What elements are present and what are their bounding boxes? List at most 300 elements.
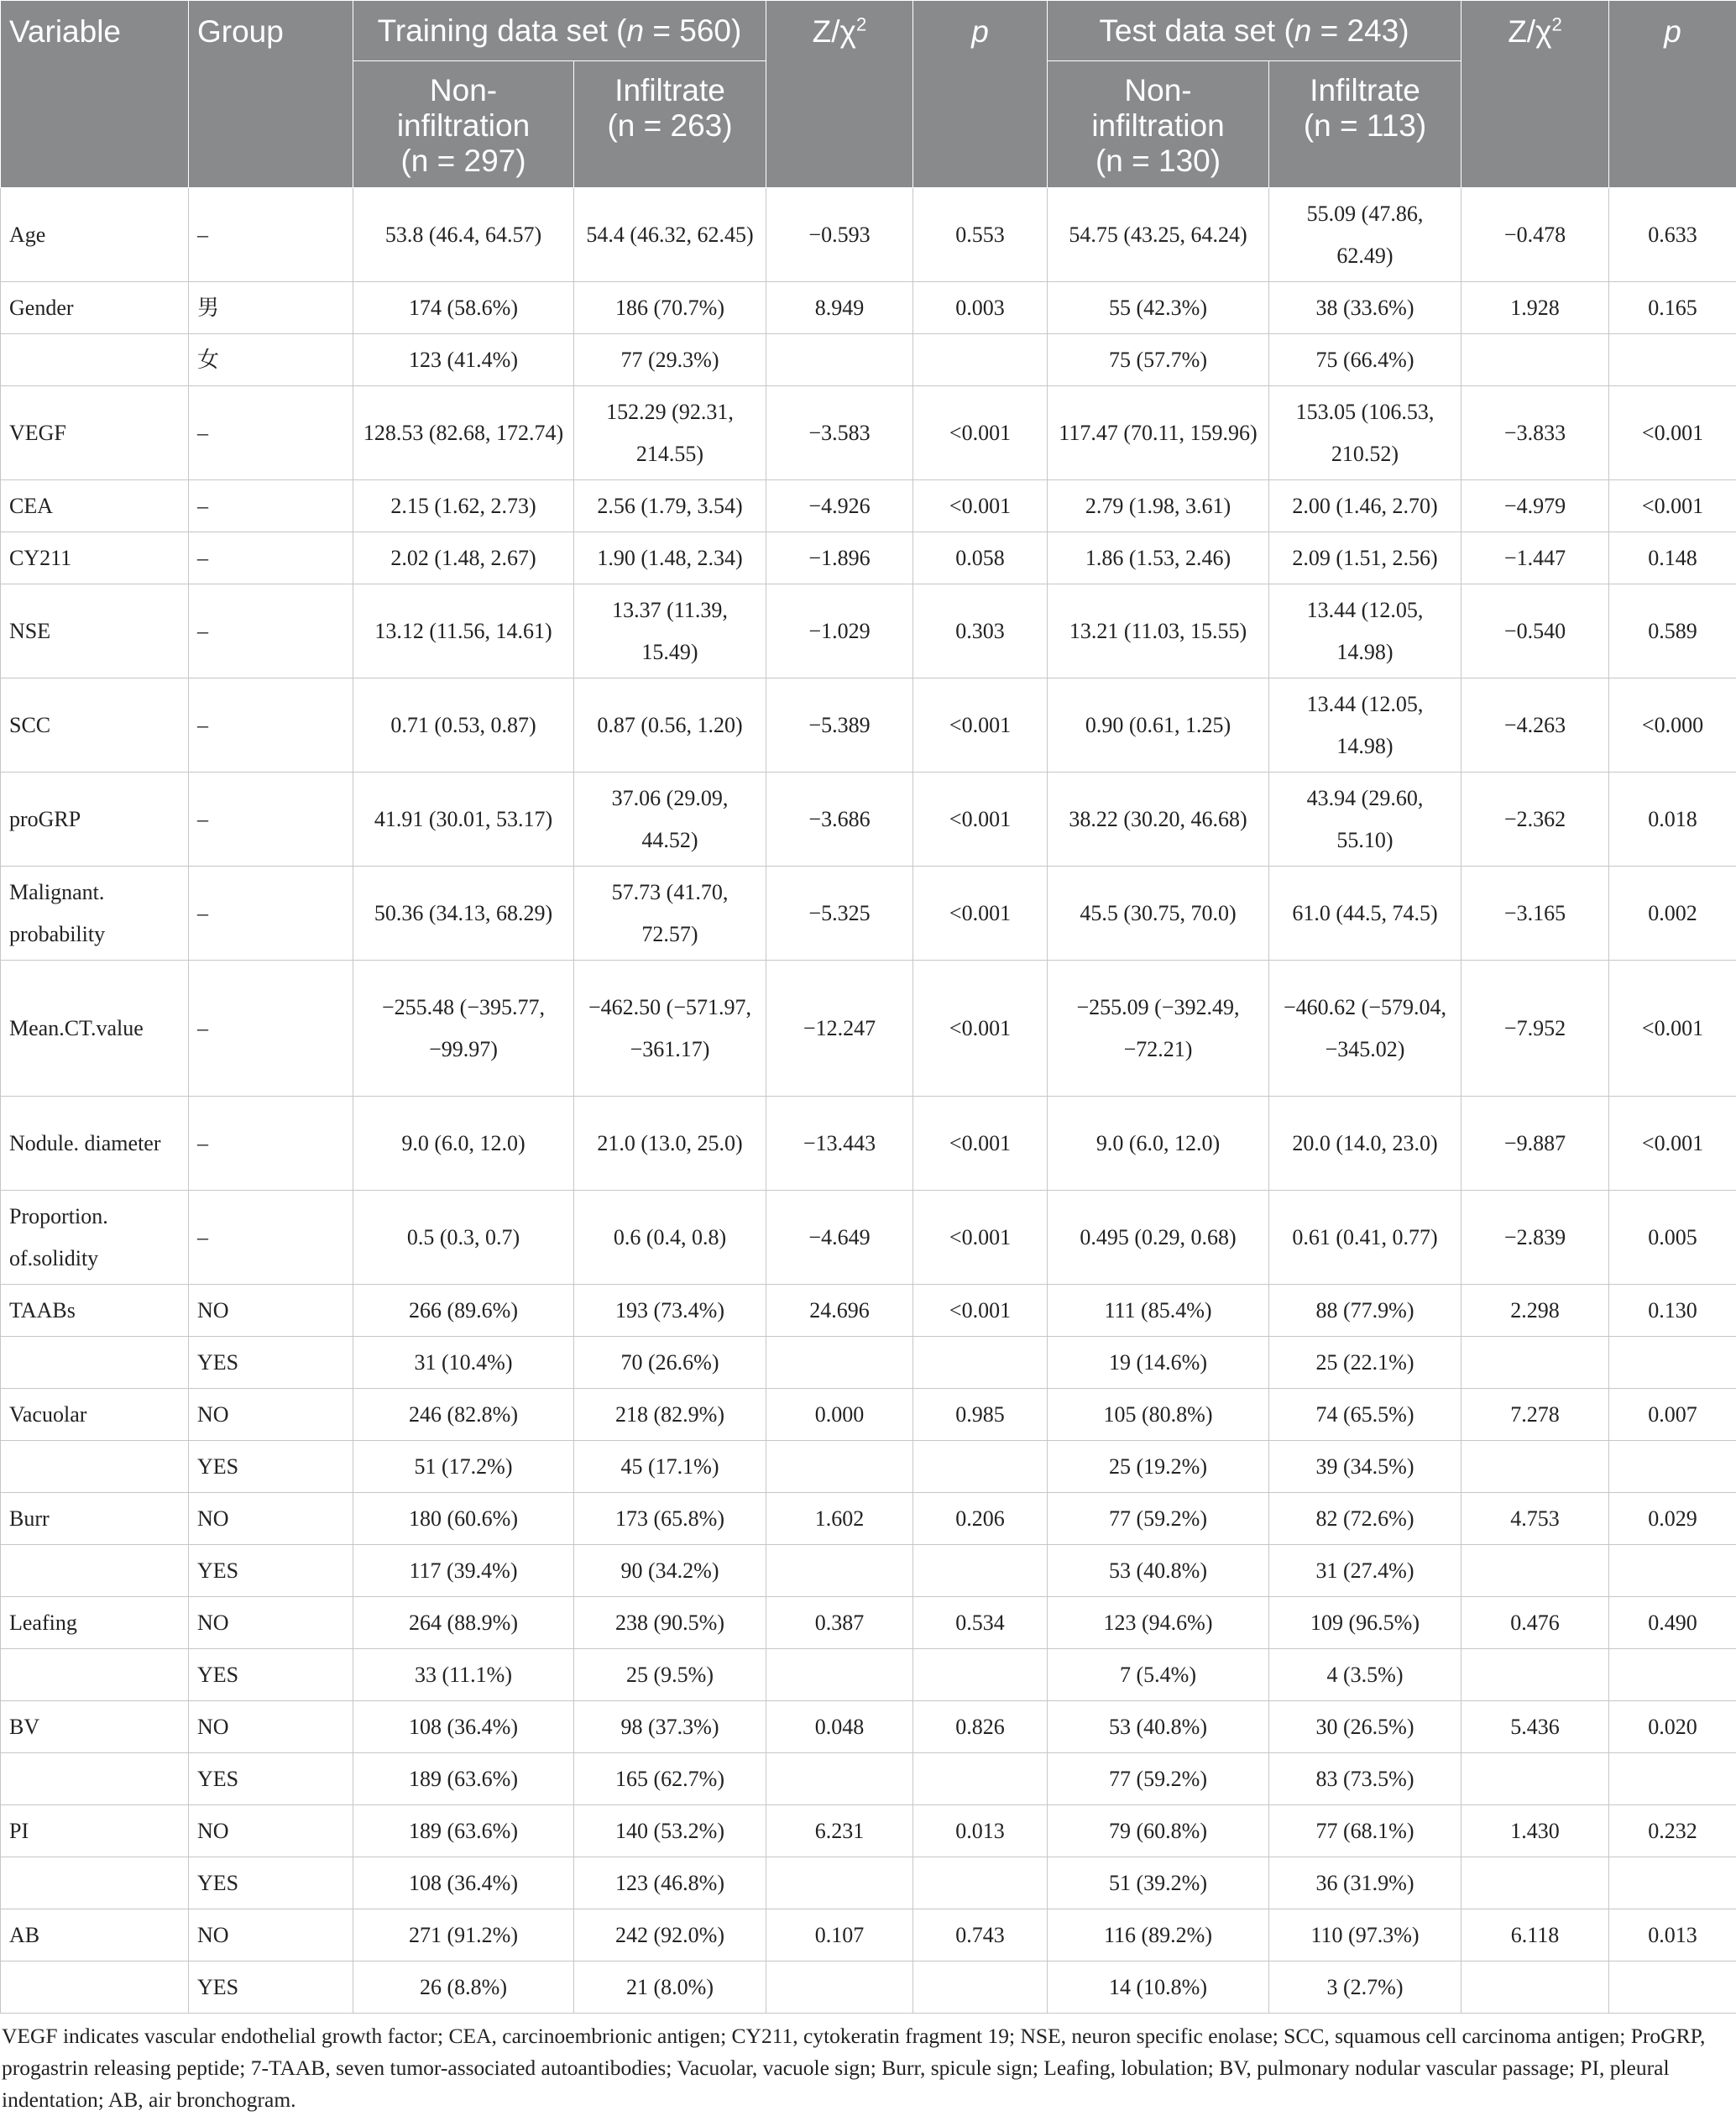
cell-test-p: 0.013	[1609, 1909, 1736, 1961]
cell-test-infiltrate: 55.09 (47.86, 62.49)	[1269, 188, 1461, 282]
table-footnote: VEGF indicates vascular endothelial growth factor; CEA, carcinoembrionic antigen; CY211, cytokeratin fragment 19; NSE, neuron specific enolase; SCC, squamous cell carcinoma antigen; ProGRP, progastrin releasing peptide; 7-TAAB, seven tumor-associated autoantibodies; Vacuolar, vacuole sign; Burr, spicule sign; Leafing, lobulation; BV, pulmonary nodular vascular passage; PI, pleural indentation; AB, air bronchogram.	[0, 2014, 1733, 2116]
table-row	[1, 678, 1736, 773]
table-row	[1, 1337, 1736, 1389]
table-row	[1, 1701, 1736, 1753]
cell-train-stat: −4.649	[766, 1191, 913, 1285]
cell-train-p: <0.001	[913, 480, 1048, 532]
cell-variable: proGRP	[1, 773, 189, 867]
cell-train-infiltrate: 238 (90.5%)	[574, 1597, 766, 1649]
cell-test-stat: −2.362	[1461, 773, 1609, 867]
cell-test-infiltrate: 110 (97.3%)	[1269, 1909, 1461, 1961]
cell-test-infiltrate: 61.0 (44.5, 74.5)	[1269, 867, 1461, 961]
cell-test-non-infiltration: 117.47 (70.11, 159.96)	[1048, 386, 1269, 480]
header-training-p: p	[913, 1, 1048, 188]
cell-train-stat: 8.949	[766, 282, 913, 334]
header-group: Group	[189, 1, 353, 188]
header-test-non-infiltration: Non- infiltration (n = 130)	[1048, 61, 1269, 188]
cell-train-p: <0.001	[913, 773, 1048, 867]
cell-train-p: <0.001	[913, 1191, 1048, 1285]
cell-test-infiltrate: 75 (66.4%)	[1269, 334, 1461, 386]
cell-test-infiltrate: 31 (27.4%)	[1269, 1545, 1461, 1597]
cell-train-p	[913, 1753, 1048, 1805]
cell-test-p	[1609, 1961, 1736, 2014]
cell-variable	[1, 1857, 189, 1909]
cell-test-infiltrate: 39 (34.5%)	[1269, 1441, 1461, 1493]
cell-test-stat	[1461, 1337, 1609, 1389]
cell-test-non-infiltration: 54.75 (43.25, 64.24)	[1048, 188, 1269, 282]
cell-train-stat: 0.387	[766, 1597, 913, 1649]
cell-test-stat: −9.887	[1461, 1097, 1609, 1191]
cell-test-non-infiltration: 9.0 (6.0, 12.0)	[1048, 1097, 1269, 1191]
cell-test-infiltrate: 77 (68.1%)	[1269, 1805, 1461, 1857]
cell-test-non-infiltration: 13.21 (11.03, 15.55)	[1048, 584, 1269, 678]
cell-train-p	[913, 334, 1048, 386]
cell-train-stat: 6.231	[766, 1805, 913, 1857]
cell-test-non-infiltration: 53 (40.8%)	[1048, 1701, 1269, 1753]
cell-group: –	[189, 678, 353, 773]
cell-test-stat	[1461, 1441, 1609, 1493]
cell-train-infiltrate: 54.4 (46.32, 62.45)	[574, 188, 766, 282]
cell-group: YES	[189, 1753, 353, 1805]
cell-train-stat	[766, 1337, 913, 1389]
cell-test-non-infiltration: 77 (59.2%)	[1048, 1753, 1269, 1805]
table-row	[1, 773, 1736, 867]
table-row	[1, 480, 1736, 532]
cell-train-p	[913, 1441, 1048, 1493]
cell-train-infiltrate: 152.29 (92.31, 214.55)	[574, 386, 766, 480]
cell-test-non-infiltration: 0.495 (0.29, 0.68)	[1048, 1191, 1269, 1285]
table-row	[1, 1597, 1736, 1649]
table-row	[1, 584, 1736, 678]
cell-test-stat: −0.540	[1461, 584, 1609, 678]
cell-train-infiltrate: 218 (82.9%)	[574, 1389, 766, 1441]
cell-train-p: 0.553	[913, 188, 1048, 282]
cell-test-stat	[1461, 1857, 1609, 1909]
cell-variable: TAABs	[1, 1285, 189, 1337]
cell-variable: NSE	[1, 584, 189, 678]
cell-train-infiltrate: 70 (26.6%)	[574, 1337, 766, 1389]
cell-train-non-infiltration: 2.02 (1.48, 2.67)	[353, 532, 574, 584]
cell-test-infiltrate: 0.61 (0.41, 0.77)	[1269, 1191, 1461, 1285]
cell-test-infiltrate: 38 (33.6%)	[1269, 282, 1461, 334]
cell-variable: Proportion. of.solidity	[1, 1191, 189, 1285]
cell-test-infiltrate: 74 (65.5%)	[1269, 1389, 1461, 1441]
cell-group: NO	[189, 1597, 353, 1649]
cell-train-non-infiltration: 50.36 (34.13, 68.29)	[353, 867, 574, 961]
cell-train-p: <0.001	[913, 386, 1048, 480]
cell-test-stat: −3.165	[1461, 867, 1609, 961]
cell-test-p: <0.001	[1609, 386, 1736, 480]
cell-test-p: 0.633	[1609, 188, 1736, 282]
cell-train-p: 0.985	[913, 1389, 1048, 1441]
cell-variable: VEGF	[1, 386, 189, 480]
cell-group: –	[189, 1191, 353, 1285]
cell-test-p	[1609, 1753, 1736, 1805]
cell-train-p: 0.826	[913, 1701, 1048, 1753]
cell-train-p	[913, 1649, 1048, 1701]
table-row	[1, 961, 1736, 1097]
cell-train-non-infiltration: 271 (91.2%)	[353, 1909, 574, 1961]
cell-group: NO	[189, 1805, 353, 1857]
header-variable: Variable	[1, 1, 189, 188]
cell-test-non-infiltration: 38.22 (30.20, 46.68)	[1048, 773, 1269, 867]
cell-test-p	[1609, 334, 1736, 386]
cell-train-non-infiltration: 180 (60.6%)	[353, 1493, 574, 1545]
cell-train-p	[913, 1337, 1048, 1389]
table-row	[1, 1805, 1736, 1857]
cell-train-non-infiltration: 0.71 (0.53, 0.87)	[353, 678, 574, 773]
cell-test-non-infiltration: 14 (10.8%)	[1048, 1961, 1269, 2014]
table-row	[1, 334, 1736, 386]
cell-test-infiltrate: 2.09 (1.51, 2.56)	[1269, 532, 1461, 584]
cell-train-infiltrate: 173 (65.8%)	[574, 1493, 766, 1545]
cell-variable: Burr	[1, 1493, 189, 1545]
cell-test-p: 0.018	[1609, 773, 1736, 867]
cell-train-p: <0.001	[913, 1097, 1048, 1191]
cell-test-stat	[1461, 1545, 1609, 1597]
table-row	[1, 386, 1736, 480]
cell-test-stat: −7.952	[1461, 961, 1609, 1097]
table-row	[1, 1545, 1736, 1597]
cell-variable	[1, 1649, 189, 1701]
cell-train-stat	[766, 1441, 913, 1493]
cell-train-non-infiltration: 33 (11.1%)	[353, 1649, 574, 1701]
cell-test-non-infiltration: 116 (89.2%)	[1048, 1909, 1269, 1961]
cell-train-stat: −12.247	[766, 961, 913, 1097]
cell-train-infiltrate: 98 (37.3%)	[574, 1701, 766, 1753]
cell-train-stat	[766, 1753, 913, 1805]
cell-variable: BV	[1, 1701, 189, 1753]
cell-test-non-infiltration: 55 (42.3%)	[1048, 282, 1269, 334]
cell-train-non-infiltration: 2.15 (1.62, 2.73)	[353, 480, 574, 532]
cell-train-stat: −3.686	[766, 773, 913, 867]
cell-variable: Nodule. diameter	[1, 1097, 189, 1191]
cell-test-infiltrate: 36 (31.9%)	[1269, 1857, 1461, 1909]
cell-train-p: <0.001	[913, 1285, 1048, 1337]
cell-train-infiltrate: 193 (73.4%)	[574, 1285, 766, 1337]
cell-variable	[1, 1441, 189, 1493]
cell-train-stat: −1.896	[766, 532, 913, 584]
cell-train-stat	[766, 1857, 913, 1909]
table-row	[1, 867, 1736, 961]
cell-train-infiltrate: 123 (46.8%)	[574, 1857, 766, 1909]
cell-train-non-infiltration: −255.48 (−395.77, −99.97)	[353, 961, 574, 1097]
cell-test-stat: −4.263	[1461, 678, 1609, 773]
table-header	[1, 1, 1736, 188]
cell-group: –	[189, 773, 353, 867]
cell-train-non-infiltration: 26 (8.8%)	[353, 1961, 574, 2014]
cell-test-p	[1609, 1857, 1736, 1909]
cell-train-non-infiltration: 246 (82.8%)	[353, 1389, 574, 1441]
header-test-set: Test data set (n = 243)	[1048, 1, 1461, 61]
cell-variable: Age	[1, 188, 189, 282]
cell-train-infiltrate: 0.6 (0.4, 0.8)	[574, 1191, 766, 1285]
cell-train-non-infiltration: 108 (36.4%)	[353, 1857, 574, 1909]
cell-train-infiltrate: 0.87 (0.56, 1.20)	[574, 678, 766, 773]
cell-train-non-infiltration: 0.5 (0.3, 0.7)	[353, 1191, 574, 1285]
table-row	[1, 1389, 1736, 1441]
cell-train-stat	[766, 1961, 913, 2014]
cell-variable: Mean.CT.value	[1, 961, 189, 1097]
table-row	[1, 1493, 1736, 1545]
cell-test-infiltrate: 20.0 (14.0, 23.0)	[1269, 1097, 1461, 1191]
cell-train-p: 0.003	[913, 282, 1048, 334]
header-test-p: p	[1609, 1, 1736, 188]
cell-train-p: 0.303	[913, 584, 1048, 678]
cell-train-p	[913, 1545, 1048, 1597]
cell-group: NO	[189, 1285, 353, 1337]
cell-train-stat: 0.048	[766, 1701, 913, 1753]
cell-test-infiltrate: 109 (96.5%)	[1269, 1597, 1461, 1649]
cell-test-infiltrate: 88 (77.9%)	[1269, 1285, 1461, 1337]
cell-train-non-infiltration: 117 (39.4%)	[353, 1545, 574, 1597]
cell-test-p: 0.130	[1609, 1285, 1736, 1337]
cell-test-infiltrate: 30 (26.5%)	[1269, 1701, 1461, 1753]
cell-test-stat	[1461, 334, 1609, 386]
cell-test-stat	[1461, 1753, 1609, 1805]
cell-train-p: <0.001	[913, 678, 1048, 773]
cell-train-stat: 0.107	[766, 1909, 913, 1961]
cell-test-non-infiltration: 51 (39.2%)	[1048, 1857, 1269, 1909]
header-test-stat: $Z/\chi^2$	[1461, 1, 1609, 188]
cell-variable: SCC	[1, 678, 189, 773]
cell-train-non-infiltration: 189 (63.6%)	[353, 1805, 574, 1857]
cell-variable: Gender	[1, 282, 189, 334]
cell-test-stat: 1.928	[1461, 282, 1609, 334]
cell-test-p: 0.007	[1609, 1389, 1736, 1441]
cell-train-infiltrate: 13.37 (11.39, 15.49)	[574, 584, 766, 678]
cell-train-stat	[766, 1649, 913, 1701]
cell-test-p: <0.001	[1609, 961, 1736, 1097]
cell-test-stat: 6.118	[1461, 1909, 1609, 1961]
cell-train-stat: −1.029	[766, 584, 913, 678]
cell-test-p: 0.002	[1609, 867, 1736, 961]
table-row	[1, 1097, 1736, 1191]
cell-test-infiltrate: 13.44 (12.05, 14.98)	[1269, 678, 1461, 773]
cell-train-non-infiltration: 189 (63.6%)	[353, 1753, 574, 1805]
table-row	[1, 1857, 1736, 1909]
cell-test-stat: −3.833	[1461, 386, 1609, 480]
cell-train-non-infiltration: 51 (17.2%)	[353, 1441, 574, 1493]
cell-test-non-infiltration: 45.5 (30.75, 70.0)	[1048, 867, 1269, 961]
cell-test-infiltrate: 2.00 (1.46, 2.70)	[1269, 480, 1461, 532]
cell-train-non-infiltration: 31 (10.4%)	[353, 1337, 574, 1389]
cell-group: –	[189, 480, 353, 532]
cell-test-p: 0.490	[1609, 1597, 1736, 1649]
cell-group: –	[189, 386, 353, 480]
cell-train-non-infiltration: 108 (36.4%)	[353, 1701, 574, 1753]
cell-test-stat: −0.478	[1461, 188, 1609, 282]
cell-train-p	[913, 1961, 1048, 2014]
cell-test-non-infiltration: 75 (57.7%)	[1048, 334, 1269, 386]
cell-variable: Leafing	[1, 1597, 189, 1649]
cell-train-infiltrate: 2.56 (1.79, 3.54)	[574, 480, 766, 532]
cell-test-infiltrate: 13.44 (12.05, 14.98)	[1269, 584, 1461, 678]
cell-variable	[1, 1961, 189, 2014]
cell-test-non-infiltration: 2.79 (1.98, 3.61)	[1048, 480, 1269, 532]
cell-variable	[1, 1545, 189, 1597]
cell-test-p	[1609, 1649, 1736, 1701]
cell-train-p: 0.013	[913, 1805, 1048, 1857]
cell-variable	[1, 334, 189, 386]
table-row	[1, 1753, 1736, 1805]
cell-test-stat: 4.753	[1461, 1493, 1609, 1545]
cell-group: YES	[189, 1961, 353, 2014]
cell-test-p: <0.001	[1609, 480, 1736, 532]
cell-group: –	[189, 1097, 353, 1191]
cell-test-infiltrate: 25 (22.1%)	[1269, 1337, 1461, 1389]
cell-test-stat: 2.298	[1461, 1285, 1609, 1337]
cell-train-p	[913, 1857, 1048, 1909]
header-training-stat: $Z/\chi^2$	[766, 1, 913, 188]
cell-train-stat: 24.696	[766, 1285, 913, 1337]
cell-test-infiltrate: 83 (73.5%)	[1269, 1753, 1461, 1805]
cell-test-non-infiltration: 0.90 (0.61, 1.25)	[1048, 678, 1269, 773]
cell-variable: Malignant. probability	[1, 867, 189, 961]
table-row	[1, 1191, 1736, 1285]
cell-train-stat: −5.325	[766, 867, 913, 961]
cell-group: –	[189, 584, 353, 678]
cell-train-p: 0.206	[913, 1493, 1048, 1545]
cell-variable	[1, 1337, 189, 1389]
cell-train-infiltrate: 37.06 (29.09, 44.52)	[574, 773, 766, 867]
cell-group: 女	[189, 334, 353, 386]
cell-train-infiltrate: 1.90 (1.48, 2.34)	[574, 532, 766, 584]
cell-test-non-infiltration: 25 (19.2%)	[1048, 1441, 1269, 1493]
cell-group: NO	[189, 1909, 353, 1961]
table-row	[1, 188, 1736, 282]
table-row	[1, 1649, 1736, 1701]
cell-test-stat: −4.979	[1461, 480, 1609, 532]
cell-train-stat: 0.000	[766, 1389, 913, 1441]
cell-train-stat: −13.443	[766, 1097, 913, 1191]
cell-train-infiltrate: 165 (62.7%)	[574, 1753, 766, 1805]
cell-train-stat	[766, 334, 913, 386]
cell-test-infiltrate: 82 (72.6%)	[1269, 1493, 1461, 1545]
cell-test-p	[1609, 1337, 1736, 1389]
cell-train-non-infiltration: 123 (41.4%)	[353, 334, 574, 386]
cell-test-infiltrate: 43.94 (29.60, 55.10)	[1269, 773, 1461, 867]
header-train-non-infiltration: Non- infiltration (n = 297)	[353, 61, 574, 188]
cell-test-non-infiltration: 53 (40.8%)	[1048, 1545, 1269, 1597]
cell-group: NO	[189, 1701, 353, 1753]
cell-group: YES	[189, 1337, 353, 1389]
cell-test-p: 0.020	[1609, 1701, 1736, 1753]
cell-group: YES	[189, 1857, 353, 1909]
cell-test-infiltrate: 4 (3.5%)	[1269, 1649, 1461, 1701]
cell-test-infiltrate: 153.05 (106.53, 210.52)	[1269, 386, 1461, 480]
cell-train-infiltrate: 140 (53.2%)	[574, 1805, 766, 1857]
header-test-infiltrate: Infiltrate (n = 113)	[1269, 61, 1461, 188]
cell-group: –	[189, 867, 353, 961]
table-row	[1, 1909, 1736, 1961]
cell-group: YES	[189, 1545, 353, 1597]
cell-test-stat	[1461, 1649, 1609, 1701]
cell-train-infiltrate: 77 (29.3%)	[574, 334, 766, 386]
cell-group: YES	[189, 1441, 353, 1493]
cell-train-p: 0.058	[913, 532, 1048, 584]
table-row	[1, 1441, 1736, 1493]
cell-train-non-infiltration: 266 (89.6%)	[353, 1285, 574, 1337]
cell-train-infiltrate: 90 (34.2%)	[574, 1545, 766, 1597]
cell-test-non-infiltration: 19 (14.6%)	[1048, 1337, 1269, 1389]
cell-test-stat: 7.278	[1461, 1389, 1609, 1441]
cell-train-stat: 1.602	[766, 1493, 913, 1545]
table-row	[1, 1961, 1736, 2014]
cell-group: YES	[189, 1649, 353, 1701]
cell-test-p: <0.001	[1609, 1097, 1736, 1191]
cell-train-stat: −5.389	[766, 678, 913, 773]
cell-test-stat: −2.839	[1461, 1191, 1609, 1285]
cell-group: NO	[189, 1493, 353, 1545]
cell-group: –	[189, 188, 353, 282]
table-row	[1, 282, 1736, 334]
cell-test-p	[1609, 1545, 1736, 1597]
cell-train-non-infiltration: 128.53 (82.68, 172.74)	[353, 386, 574, 480]
cell-test-non-infiltration: 77 (59.2%)	[1048, 1493, 1269, 1545]
cell-test-stat: 5.436	[1461, 1701, 1609, 1753]
cell-variable: Vacuolar	[1, 1389, 189, 1441]
cell-train-non-infiltration: 174 (58.6%)	[353, 282, 574, 334]
header-train-infiltrate: Infiltrate (n = 263)	[574, 61, 766, 188]
cell-train-non-infiltration: 9.0 (6.0, 12.0)	[353, 1097, 574, 1191]
table-body	[1, 188, 1736, 2014]
cell-variable	[1, 1753, 189, 1805]
cell-train-p: <0.001	[913, 961, 1048, 1097]
table-row	[1, 1285, 1736, 1337]
cell-train-stat: −4.926	[766, 480, 913, 532]
cell-variable: CY211	[1, 532, 189, 584]
cell-group: NO	[189, 1389, 353, 1441]
cell-train-non-infiltration: 264 (88.9%)	[353, 1597, 574, 1649]
cell-test-stat: −1.447	[1461, 532, 1609, 584]
cell-group: –	[189, 961, 353, 1097]
cell-train-non-infiltration: 53.8 (46.4, 64.57)	[353, 188, 574, 282]
cell-test-p: 0.589	[1609, 584, 1736, 678]
cell-test-p: 0.029	[1609, 1493, 1736, 1545]
cell-train-stat	[766, 1545, 913, 1597]
cell-test-non-infiltration: 111 (85.4%)	[1048, 1285, 1269, 1337]
cell-train-infiltrate: 21 (8.0%)	[574, 1961, 766, 2014]
cell-test-non-infiltration: −255.09 (−392.49, −72.21)	[1048, 961, 1269, 1097]
cell-train-stat: −0.593	[766, 188, 913, 282]
cell-variable: AB	[1, 1909, 189, 1961]
table-row	[1, 532, 1736, 584]
cell-group: 男	[189, 282, 353, 334]
cell-train-infiltrate: 25 (9.5%)	[574, 1649, 766, 1701]
cell-test-p: 0.165	[1609, 282, 1736, 334]
cell-train-infiltrate: −462.50 (−571.97, −361.17)	[574, 961, 766, 1097]
header-training-set: Training data set (n = 560)	[353, 1, 766, 61]
cell-test-non-infiltration: 79 (60.8%)	[1048, 1805, 1269, 1857]
cell-group: –	[189, 532, 353, 584]
cell-test-stat	[1461, 1961, 1609, 2014]
cell-test-p: 0.232	[1609, 1805, 1736, 1857]
cell-train-infiltrate: 57.73 (41.70, 72.57)	[574, 867, 766, 961]
cell-test-non-infiltration: 1.86 (1.53, 2.46)	[1048, 532, 1269, 584]
cell-test-stat: 1.430	[1461, 1805, 1609, 1857]
cell-train-infiltrate: 45 (17.1%)	[574, 1441, 766, 1493]
cell-test-p: 0.005	[1609, 1191, 1736, 1285]
cell-train-p: 0.534	[913, 1597, 1048, 1649]
cell-variable: PI	[1, 1805, 189, 1857]
cell-variable: CEA	[1, 480, 189, 532]
cell-test-stat: 0.476	[1461, 1597, 1609, 1649]
cell-test-p	[1609, 1441, 1736, 1493]
cell-test-p: 0.148	[1609, 532, 1736, 584]
cell-test-non-infiltration: 105 (80.8%)	[1048, 1389, 1269, 1441]
cell-train-non-infiltration: 13.12 (11.56, 14.61)	[353, 584, 574, 678]
